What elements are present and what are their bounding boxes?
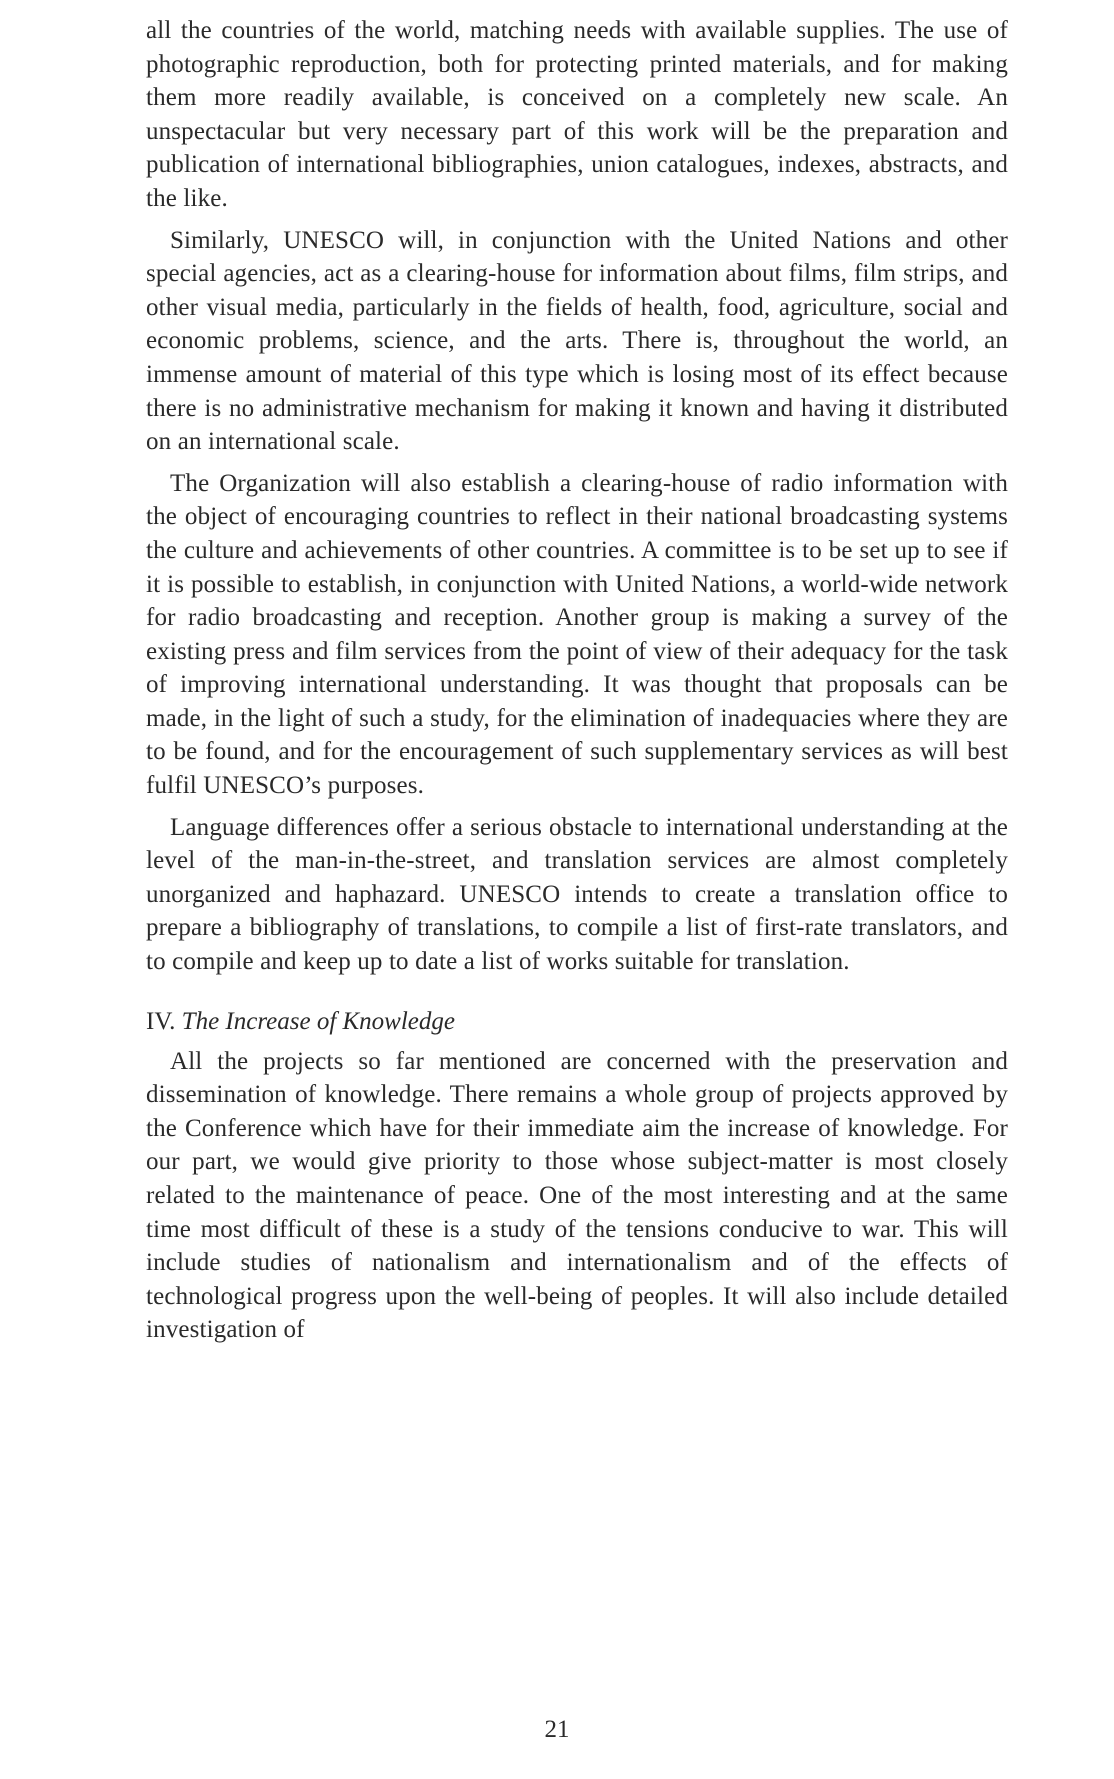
paragraph-1: all the countries of the world, matching needs with available supplies. The use of photographic reproduction, both for protecting printed materials, and for making them more readily available, is conceived on a completely new scale. An unspectacular but very necessary part of this work will be the preparation and publication of international bibliographies, union catalogues, indexes, abstracts, and the like. bbox=[146, 17, 1008, 212]
paragraph-5: All the projects so far mentioned are concerned with the preservation and dissemination of knowledge. There remains a whole group of projects approved by the Conference which have for their immediate aim the increase of knowledge. For our part, we would give priority to those whose subject-matter is most closely related to the maintenance of peace. One of the most interesting and at the same time most difficult of these is a study of the tensions conducive to war. This will include studies of nationalism and internationalism and of the effects of technological progress upon the well-being of peoples. It will also include detailed investigation of bbox=[146, 1047, 1008, 1344]
section-number: IV. bbox=[146, 1007, 176, 1035]
section-heading bbox=[146, 1005, 1008, 1039]
paragraph-4: Language differences offer a serious obstacle to international understanding at the level of the man-in-the-street, and translation services are almost completely unorganized and haphazard. UNESCO intends to create a translation office to prepare a bibliography of translations, to compile a list of first-rate translators, and to compile and keep up to date a list of works suitable for translation. bbox=[146, 813, 1008, 976]
paragraph-2: Similarly, UNESCO will, in conjunction with the United Nations and other special agencies, act as a clearing-house for information about films, film strips, and other visual media, particularly in the fields of health, food, agriculture, social and economic problems, science, and the arts. There is, throughout the world, an immense amount of material of this type which is losing most of its effect because there is no administrative mechanism for making it known and having it distributed on an international scale. bbox=[146, 226, 1008, 456]
document-page bbox=[146, 14, 1008, 1355]
page-number: 21 bbox=[544, 1716, 570, 1743]
section-title: The Increase of Knowledge bbox=[181, 1007, 455, 1035]
paragraph-3: The Organization will also establish a clearing-house of radio information with the object of encouraging countries to reflect in their national broadcasting systems the culture and achievements of other countries. A committee is to be set up to see if it is possible to establish, in conjunction with United Nations, a world-wide network for radio broadcasting and reception. Another group is making a survey of the existing press and film services from the point of view of their adequacy for the task of improving international understanding. It was thought that proposals can be made, in the light of such a study, for the elimination of inadequacies where they are to be found, and for the encouragement of such supplementary services as will best fulfil UNESCO’s purposes. bbox=[146, 469, 1008, 800]
